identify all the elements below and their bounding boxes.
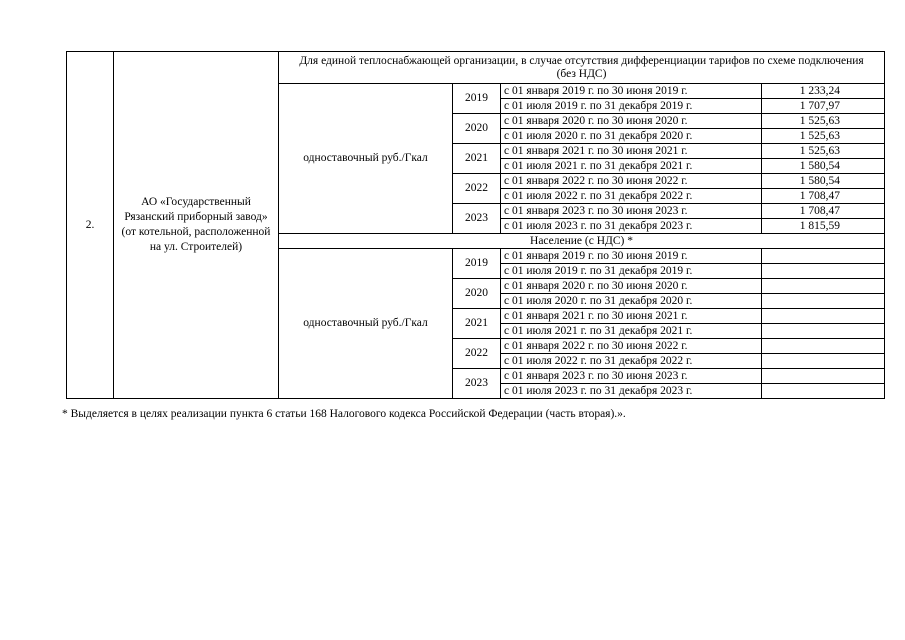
tariff-value bbox=[762, 324, 885, 339]
tariff-value: 1 580,54 bbox=[762, 159, 885, 174]
period-cell: с 01 июля 2020 г. по 31 декабря 2020 г. bbox=[501, 294, 762, 309]
tariff-value: 1 525,63 bbox=[762, 144, 885, 159]
year-cell: 2020 bbox=[453, 114, 501, 144]
tariff-value bbox=[762, 279, 885, 294]
period-cell: с 01 января 2021 г. по 30 июня 2021 г. bbox=[501, 144, 762, 159]
tariff-table bbox=[66, 51, 885, 399]
period-cell: с 01 июля 2023 г. по 31 декабря 2023 г. bbox=[501, 384, 762, 399]
section-header-row bbox=[67, 52, 885, 84]
period-cell: с 01 января 2021 г. по 30 июня 2021 г. bbox=[501, 309, 762, 324]
period-cell: с 01 июля 2020 г. по 31 декабря 2020 г. bbox=[501, 129, 762, 144]
year-cell: 2022 bbox=[453, 339, 501, 369]
period-cell: с 01 июля 2019 г. по 31 декабря 2019 г. bbox=[501, 264, 762, 279]
tariff-value: 1 708,47 bbox=[762, 204, 885, 219]
period-cell: с 01 января 2022 г. по 30 июня 2022 г. bbox=[501, 174, 762, 189]
period-cell: с 01 января 2022 г. по 30 июня 2022 г. bbox=[501, 339, 762, 354]
tariff-value bbox=[762, 264, 885, 279]
tariff-value: 1 525,63 bbox=[762, 129, 885, 144]
period-cell: с 01 января 2023 г. по 30 июня 2023 г. bbox=[501, 204, 762, 219]
year-cell: 2019 bbox=[453, 249, 501, 279]
tariff-value bbox=[762, 384, 885, 399]
tariff-value bbox=[762, 369, 885, 384]
period-cell: с 01 июля 2021 г. по 31 декабря 2021 г. bbox=[501, 324, 762, 339]
period-cell: с 01 января 2020 г. по 30 июня 2020 г. bbox=[501, 114, 762, 129]
tariff-value bbox=[762, 339, 885, 354]
period-cell: с 01 января 2019 г. по 30 июня 2019 г. bbox=[501, 84, 762, 99]
footnote: * Выделяется в целях реализации пункта 6 статьи 168 Налогового кодекса Российской Федерации (часть вторая).». bbox=[62, 408, 626, 420]
tariff-value bbox=[762, 249, 885, 264]
tariff-value: 1 580,54 bbox=[762, 174, 885, 189]
tariff-value: 1 233,24 bbox=[762, 84, 885, 99]
year-cell: 2022 bbox=[453, 174, 501, 204]
year-cell: 2021 bbox=[453, 309, 501, 339]
organization-name: АО «Государственный Рязанский приборный завод» (от котельной, расположенной на ул. Строителей) bbox=[114, 52, 279, 399]
period-cell: с 01 июля 2019 г. по 31 декабря 2019 г. bbox=[501, 99, 762, 114]
tariff-value bbox=[762, 354, 885, 369]
period-cell: с 01 января 2019 г. по 30 июня 2019 г. bbox=[501, 249, 762, 264]
tariff-value: 1 708,47 bbox=[762, 189, 885, 204]
section-header: Для единой теплоснабжающей организации, в случае отсутствия дифференциации тарифов по схеме подключения (без НДС) bbox=[279, 52, 885, 84]
tariff-value: 1 815,59 bbox=[762, 219, 885, 234]
period-cell: с 01 января 2023 г. по 30 июня 2023 г. bbox=[501, 369, 762, 384]
tariff-value bbox=[762, 294, 885, 309]
tariff-type: одноставочный руб./Гкал bbox=[279, 249, 453, 399]
period-cell: с 01 июля 2022 г. по 31 декабря 2022 г. bbox=[501, 189, 762, 204]
row-number: 2. bbox=[67, 52, 114, 399]
tariff-value: 1 707,97 bbox=[762, 99, 885, 114]
period-cell: с 01 июля 2023 г. по 31 декабря 2023 г. bbox=[501, 219, 762, 234]
tariff-value bbox=[762, 309, 885, 324]
section-header: Население (с НДС) * bbox=[279, 234, 885, 249]
tariff-value: 1 525,63 bbox=[762, 114, 885, 129]
year-cell: 2020 bbox=[453, 279, 501, 309]
period-cell: с 01 января 2020 г. по 30 июня 2020 г. bbox=[501, 279, 762, 294]
year-cell: 2023 bbox=[453, 369, 501, 399]
year-cell: 2019 bbox=[453, 84, 501, 114]
year-cell: 2021 bbox=[453, 144, 501, 174]
period-cell: с 01 июля 2021 г. по 31 декабря 2021 г. bbox=[501, 159, 762, 174]
year-cell: 2023 bbox=[453, 204, 501, 234]
tariff-type: одноставочный руб./Гкал bbox=[279, 84, 453, 234]
period-cell: с 01 июля 2022 г. по 31 декабря 2022 г. bbox=[501, 354, 762, 369]
